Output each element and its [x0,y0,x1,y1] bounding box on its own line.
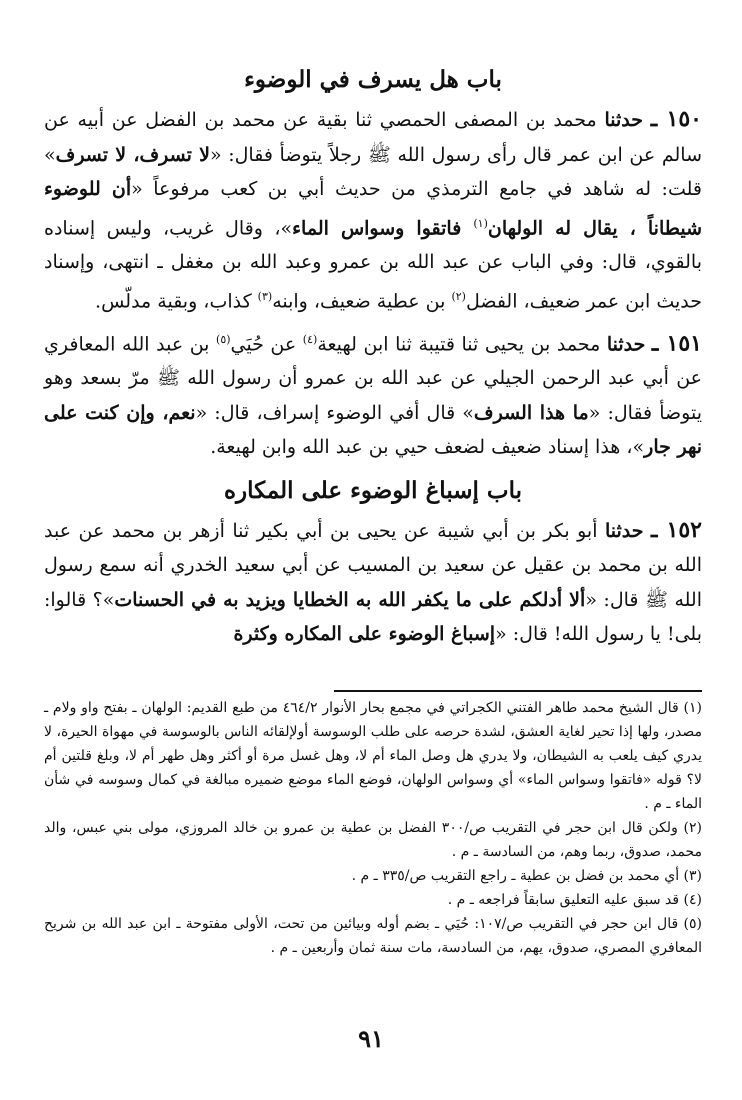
hadith-text: »؟ قالوا: بلى! يا رسول الله! قال: « [44,588,702,646]
prophetic-quote: ما هذا السرف [473,401,589,424]
hadith-text: أبو بكر بن أبي شيبة عن يحيى بن أبي بكير ثنا أزهر بن محمد عن عبد الله بن محمد بن عقيل عن سعيد بن المسيب عن أبي سعيد الخدري أنه سمع رسول الله ﷺ قال: « [44,519,702,611]
hadith-text: محمد بن المصفى الحمصي ثنا بقية عن محمد بن الفضل عن أبيه عن سالم عن ابن عمر قال رأى رسول الله ﷺ رجلاً يتوضأ فقال: « [44,109,703,166]
prophetic-quote: أن للوضوء شيطاناً ، يقال له الولهان [44,178,702,239]
hadith-number: ١٥١ ـ [651,329,702,356]
footnote-ref[interactable]: (٢) [451,289,466,303]
footnote-ref[interactable]: (٣) [257,289,273,303]
footnote-ref[interactable]: (١) [473,216,488,230]
footnote-separator [334,690,702,692]
prophetic-quote: نعم، وإن كنت على نهر جار [44,401,702,459]
page-number: ٩١ [358,1024,384,1053]
prophetic-quote: إسباغ الوضوء على المكاره وكثرة [233,623,496,646]
prophetic-quote: ألا أدلكم على ما يكفر الله به الخطايا ويزيد به في الحسنات [114,588,586,611]
hadith-number: ١٥٠ ـ [650,106,702,132]
footnote-4: (٤) قد سبق عليه التعليق سابقاً فراجعه ـ م . [447,892,702,908]
hadith-152 [44,513,702,652]
footnotes [44,696,702,960]
haddathana-word: حدثنا [604,519,644,542]
hadith-text: عن حُيَي [230,332,303,355]
hadith-text: »، وقال غريب، وليس إسناده بالقوي، قال: وفي الباب عن عبد الله بن عمرو وعبد الله بن مغفل ـ انتهى، وإسناد حديث ابن عمر ضعيف، الفضل [44,216,702,313]
hadith-text: »، هذا إسناد ضعيف لضعف حيي بن عبد الله وابن لهيعة. [210,436,645,459]
main-text [44,60,702,652]
prophetic-quote: لا تسرف، لا تسرف [55,143,210,166]
hadith-text: بن عطية ضعيف، وابنه [272,290,452,313]
hadith-text: كذاب، وبقية مدلّس. [95,290,258,313]
haddathana-word: حدثنا [606,332,646,355]
footnote-1: (١) قال الشيخ محمد طاهر الفتني الكجراتي في مجمع بحار الأنوار ٤٦٤/٢ من طبع القديم: الولهان ـ بفتح واو ولام ـ مصدر، ولها إذا تحير لغاية العشق، لشدة حرصه على طلب الوسوسة أولإلقائه الناس بالوسوسة في مهواة الحيرة، لا يدري كيف يلعب به الشيطان، ولا يدري هل وصل الماء أم لا، وهل غسل مرة أو أكثر وهل طهر أم لا، وبلغ قلتين أم لا؟ قوله «فاتقوا وسواس الماء» أي وسواس الولهان، فوضع الماء موضع ضميره مبالغة في كمال وسوسه في شأن الماء ـ م . [44,700,703,812]
footnote-ref[interactable]: (٥) [216,332,231,346]
hadith-number: ١٥٢ ـ [650,516,702,543]
chapter-heading-isbagh: باب إسباغ الوضوء على المكاره [223,476,522,504]
hadith-151 [44,323,702,465]
footnote-5: (٥) قال ابن حجر في التقريب ص/١٠٧: حُيَي ـ بضم أوله وبيائين من تحت، الأولى مفتوحة ـ ابن عبد الله بن شريح المعافري المصري، صدوق، يهم، من السادسة، مات سنة ثمان وأربعين ـ م . [44,916,702,956]
hadith-text: محمد بن يحيى ثنا قتيبة ثنا ابن لهيعة [317,332,607,355]
hadith-150 [44,102,702,319]
footnote-2: (٢) ولكن قال ابن حجر في التقريب ص/٣٠٠ الفضل بن عطية بن عمرو بن خالد المروزي، مولى بني عبس، والد محمد، صدوق، ربما وهم، من السادسة ـ م . [44,820,703,860]
hadith-text: » قال أفي الوضوء إسراف، قال: « [195,401,474,424]
chapter-heading-israf: باب هل يسرف في الوضوء [244,66,502,93]
footnote-3: (٣) أي محمد بن فضل بن عطية ـ راجع التقريب ص/٣٣٥ ـ م . [351,868,702,884]
hadith-text: بن عبد الله المعافري عن أبي عبد الرحمن الجيلي عن عبد الله بن عمرو أن رسول الله ﷺ مرّ بسعد وهو يتوضأ فقال: « [44,332,702,424]
hadith-text: » قلت: له شاهد في جامع الترمذي من حديث أبي بن كعب مرفوعاً « [44,143,702,200]
prophetic-quote: فاتقوا وسواس الماء [292,216,474,239]
footnote-ref[interactable]: (٤) [302,332,318,346]
haddathana-word: حدثنا [604,109,643,131]
